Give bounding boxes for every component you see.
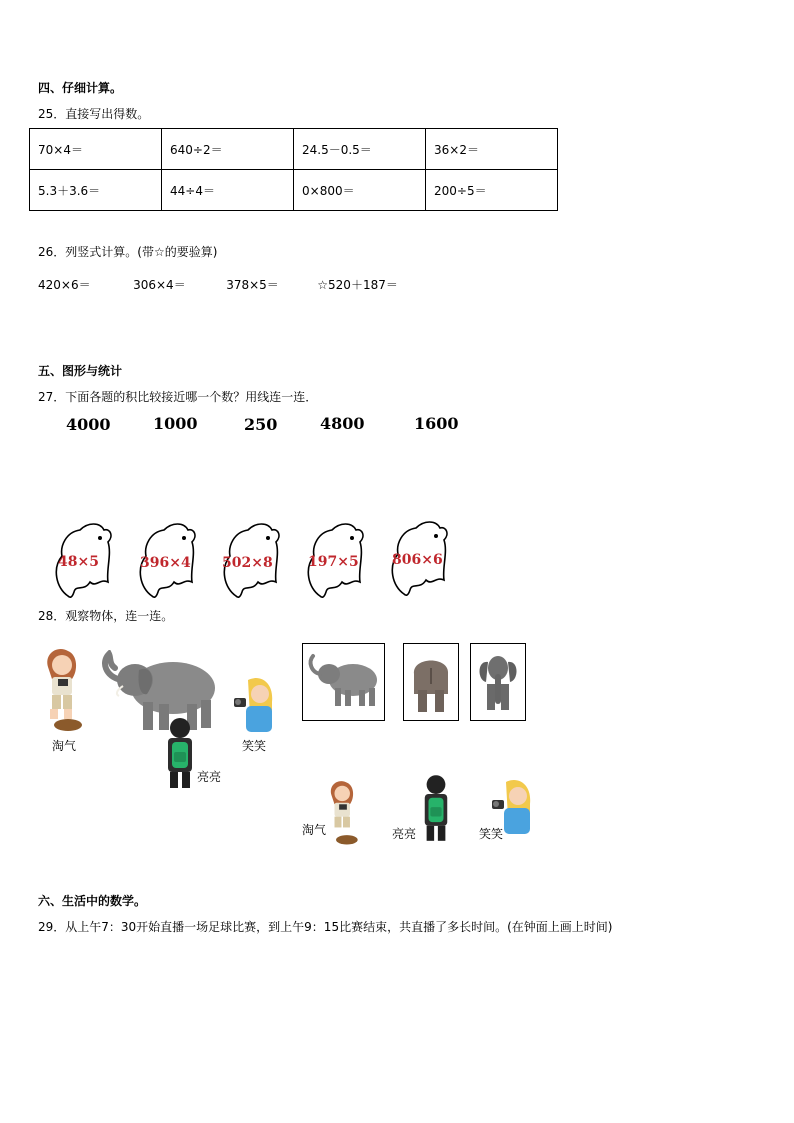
table-cell: 44÷4＝: [162, 170, 294, 211]
vertical-calc-item: 420×6＝: [38, 278, 91, 292]
q25-prompt: 25．直接写出得数。: [38, 107, 150, 121]
q25-table: [29, 128, 558, 211]
q29-prompt: 29．从上午7：30开始直播一场足球比赛，到上午9：15比赛结束，共直播了多长时间。(在钟面上画上时间): [38, 920, 613, 934]
table-cell: 640÷2＝: [162, 129, 294, 170]
target-number: 1000: [153, 414, 198, 433]
vertical-calc-item: 306×4＝: [133, 278, 186, 292]
boy-liangliang-icon: [164, 716, 196, 790]
q26-items: [38, 274, 398, 293]
elephant-back-view-icon: [404, 644, 458, 720]
girl-taoqi-small-icon: [322, 778, 364, 846]
table-cell: 5.3＋3.6＝: [30, 170, 162, 211]
name-label-taoqi: 淘气: [52, 739, 77, 753]
table-row: [30, 129, 558, 170]
target-number: 4800: [320, 414, 365, 433]
name-label-xiaoxiao: 笑笑: [242, 739, 267, 753]
table-cell: 200÷5＝: [426, 170, 558, 211]
view-box-front: [470, 643, 526, 721]
target-number: 250: [244, 415, 278, 434]
expression-label: 502×8: [222, 555, 273, 571]
boy-liangliang-small-icon: [421, 773, 451, 843]
ghost-card: [300, 518, 370, 598]
vertical-calc-item: 378×5＝: [226, 278, 279, 292]
section-6-title: 六、生活中的数学。: [38, 894, 147, 908]
section-4-title: 四、仔细计算。: [38, 81, 123, 95]
expression-label: 197×5: [308, 554, 359, 570]
elephant-side-view-icon: [303, 644, 384, 720]
name-label-xiaoxiao-2: 笑笑: [479, 827, 504, 841]
section-5-title: 五、图形与统计: [38, 364, 123, 378]
ghost-card: [216, 518, 286, 598]
table-row: [30, 170, 558, 211]
girl-taoqi-icon: [38, 645, 88, 733]
table-cell: 24.5－0.5＝: [294, 129, 426, 170]
target-number: 1600: [414, 414, 459, 433]
target-number: 4000: [66, 415, 111, 434]
ghost-card: [48, 518, 118, 598]
table-cell: 36×2＝: [426, 129, 558, 170]
vertical-calc-item: ☆520＋187＝: [317, 278, 398, 292]
table-cell: 0×800＝: [294, 170, 426, 211]
view-box-back: [403, 643, 459, 721]
ghost-card: [132, 518, 202, 598]
expression-label: 806×6: [392, 552, 443, 568]
name-label-liangliang-2: 亮亮: [392, 827, 417, 841]
expression-label: 48×5: [58, 554, 99, 570]
girl-xiaoxiao-icon: [232, 676, 278, 734]
view-box-side: [302, 643, 385, 721]
expression-label: 396×4: [140, 555, 191, 571]
q28-prompt: 28．观察物体，连一连。: [38, 609, 174, 623]
elephant-front-view-icon: [471, 644, 525, 720]
name-label-taoqi-2: 淘气: [302, 823, 327, 837]
ghost-card: [384, 516, 454, 596]
name-label-liangliang: 亮亮: [197, 770, 222, 784]
table-cell: 70×4＝: [30, 129, 162, 170]
q27-prompt: 27．下面各题的积比较接近哪一个数？用线连一连．: [38, 390, 318, 404]
elephant-icon: [95, 650, 225, 734]
q26-prompt: 26．列竖式计算。(带☆的要验算): [38, 245, 218, 259]
